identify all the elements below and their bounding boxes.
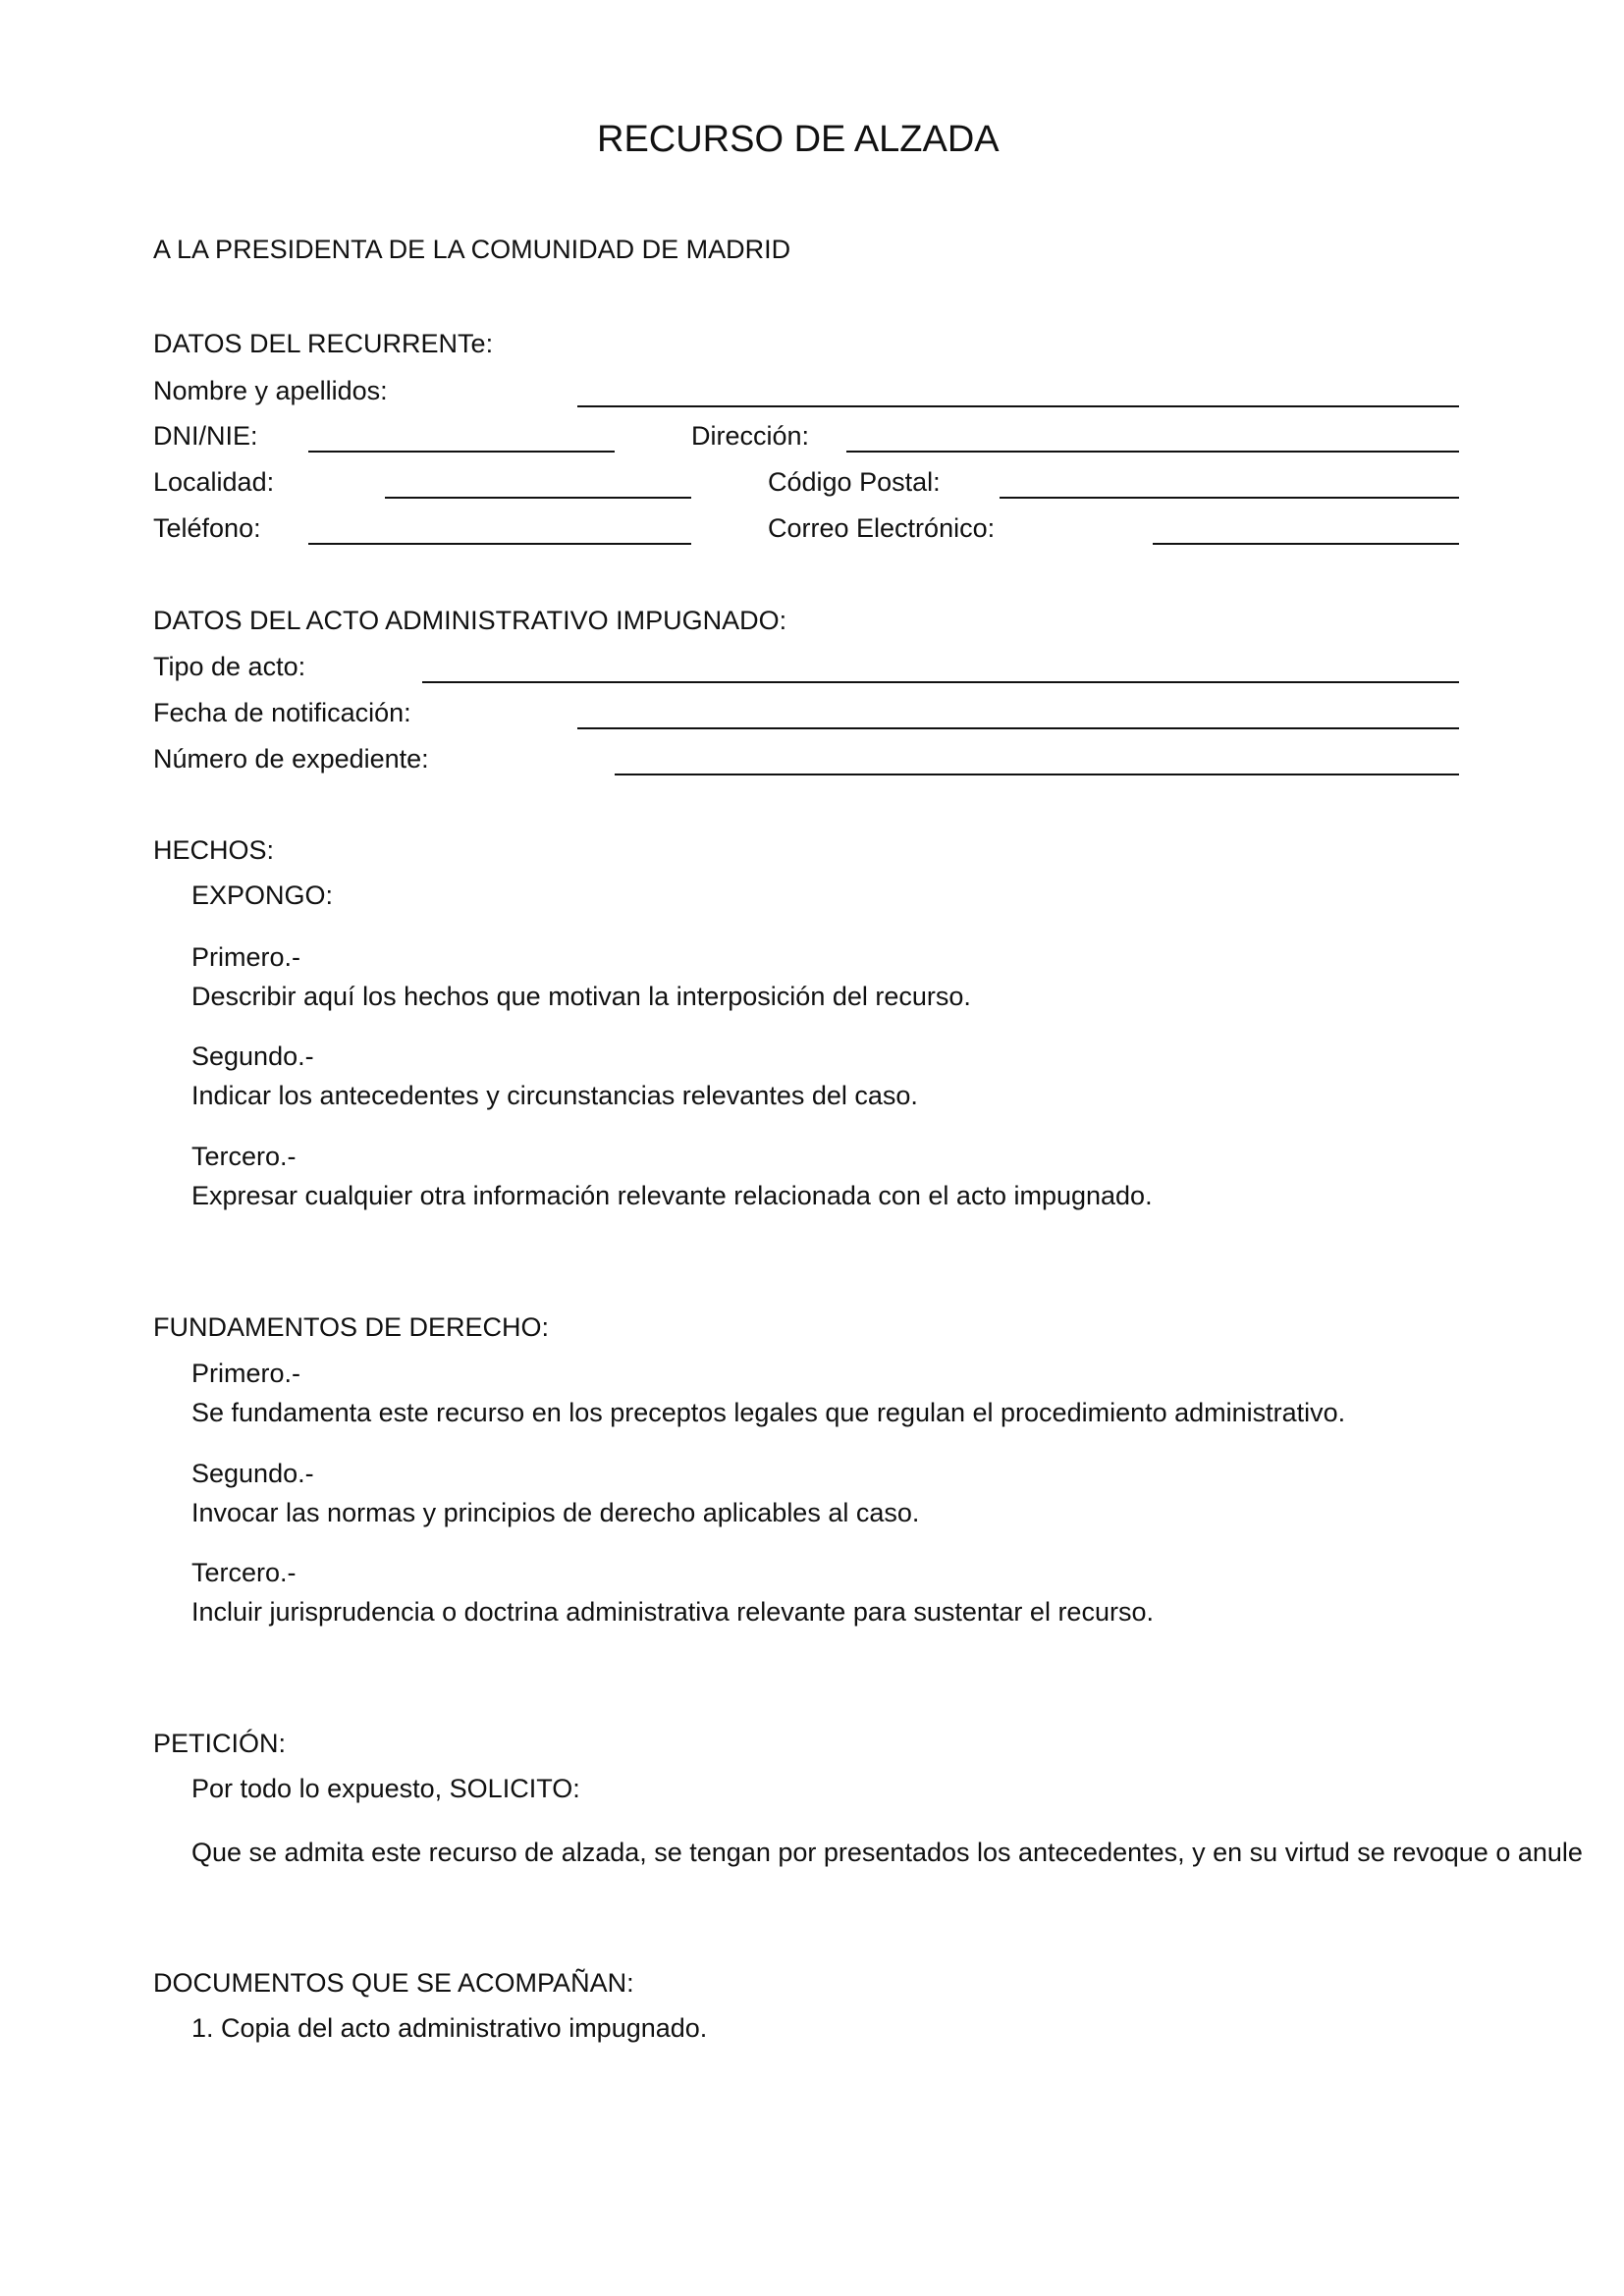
peticion-heading: PETICIÓN: xyxy=(153,1729,287,1758)
hechos-item-text: Describir aquí los hechos que motivan la interposición del recurso. xyxy=(191,982,971,1011)
fundamentos-item-label: Primero.- xyxy=(191,1359,301,1388)
documentos-heading: DOCUMENTOS QUE SE ACOMPAÑAN: xyxy=(153,1968,634,1998)
peticion-intro: Por todo lo expuesto, SOLICITO: xyxy=(191,1774,580,1803)
hechos-heading: HECHOS: xyxy=(153,835,275,865)
numero-expediente-field-line[interactable] xyxy=(615,774,1459,775)
fundamentos-item-text: Incluir jurisprudencia o doctrina administrativa relevante para sustentar el recurso. xyxy=(191,1597,1154,1627)
codigo-postal-field-line[interactable] xyxy=(1000,497,1459,499)
telefono-field-line[interactable] xyxy=(308,543,691,545)
hechos-item-text: Indicar los antecedentes y circunstancias relevantes del caso. xyxy=(191,1081,918,1110)
recurrente-heading: DATOS DEL RECURRENTe: xyxy=(153,329,494,358)
fundamentos-heading: FUNDAMENTOS DE DERECHO: xyxy=(153,1312,550,1342)
dni-field-line[interactable] xyxy=(308,451,615,453)
tipo-acto-field-line[interactable] xyxy=(422,681,1459,683)
localidad-field-line[interactable] xyxy=(385,497,691,499)
addressee: A LA PRESIDENTA DE LA COMUNIDAD DE MADRID xyxy=(153,235,791,264)
direccion-field-line[interactable] xyxy=(846,451,1459,453)
fundamentos-item-label: Tercero.- xyxy=(191,1558,297,1587)
hechos-intro: EXPONGO: xyxy=(191,881,334,910)
codigo-postal-label: Código Postal: xyxy=(768,467,941,497)
direccion-label: Dirección: xyxy=(691,421,810,451)
nombre-label: Nombre y apellidos: xyxy=(153,376,388,405)
fundamentos-item-text: Invocar las normas y principios de derecho aplicables al caso. xyxy=(191,1498,920,1527)
fundamentos-item-label: Segundo.- xyxy=(191,1459,314,1488)
hechos-item-text: Expresar cualquier otra información relevante relacionada con el acto impugnado. xyxy=(191,1181,1153,1210)
numero-expediente-label: Número de expediente: xyxy=(153,744,429,774)
tipo-acto-label: Tipo de acto: xyxy=(153,652,306,681)
fecha-notificacion-label: Fecha de notificación: xyxy=(153,698,411,727)
correo-field-line[interactable] xyxy=(1153,543,1459,545)
hechos-item-label: Primero.- xyxy=(191,942,301,972)
hechos-item-label: Segundo.- xyxy=(191,1041,314,1071)
documentos-item: 1. Copia del acto administrativo impugnado. xyxy=(191,2013,708,2043)
dni-label: DNI/NIE: xyxy=(153,421,258,451)
fundamentos-item-text: Se fundamenta este recurso en los preceptos legales que regulan el procedimiento administrativo. xyxy=(191,1398,1346,1427)
correo-label: Correo Electrónico: xyxy=(768,513,996,543)
telefono-label: Teléfono: xyxy=(153,513,261,543)
document-title: RECURSO DE ALZADA xyxy=(597,119,1000,160)
acto-heading: DATOS DEL ACTO ADMINISTRATIVO IMPUGNADO: xyxy=(153,606,787,635)
fecha-notificacion-field-line[interactable] xyxy=(577,727,1459,729)
peticion-text: Que se admita este recurso de alzada, se tengan por presentados los antecedentes, y en su virtud se revoque o anule xyxy=(191,1838,1583,1867)
localidad-label: Localidad: xyxy=(153,467,275,497)
nombre-field-line[interactable] xyxy=(577,405,1459,407)
hechos-item-label: Tercero.- xyxy=(191,1142,297,1171)
